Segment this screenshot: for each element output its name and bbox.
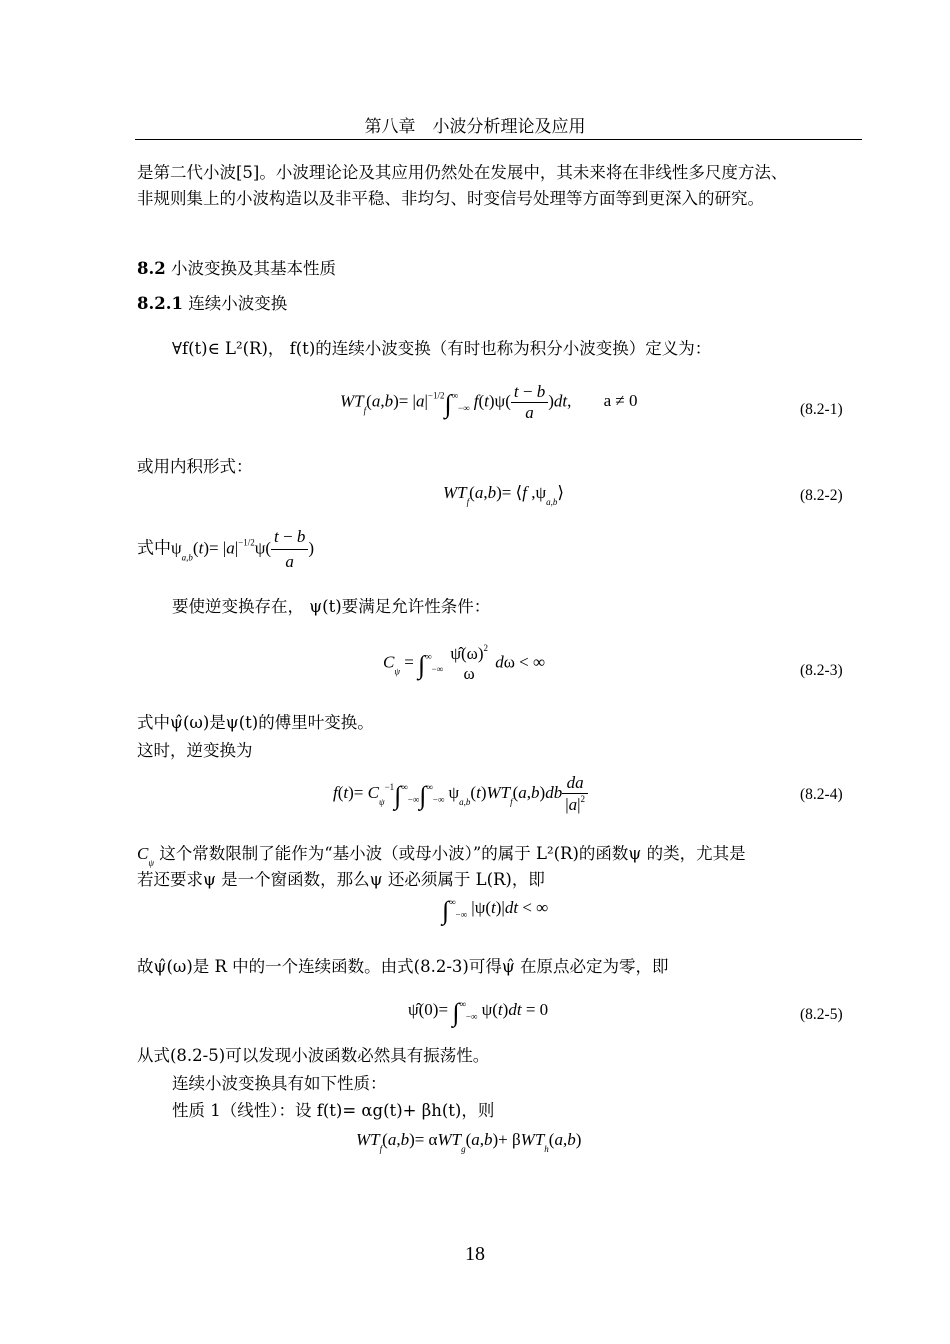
admissibility-text: 要使逆变换存在， ψ(t)要满足允许性条件： [172,597,491,616]
subsection-number: 8.2.1 [137,294,183,313]
oscillation-text: 从式(8.2-5)可以发现小波函数必然具有振荡性。 [137,1046,490,1065]
intro-line-2: 非规则集上的小波构造以及非平稳、非均匀、时变信号处理等方面等到更深入的研究。 [137,189,764,208]
linearity-text: 性质 1（线性）：设 f(t)= αg(t)+ βh(t)，则 [172,1101,495,1120]
equation-number-8-2-3: (8.2-3) [800,662,843,679]
equation-8-2-1: $WT_f(a,b)= |a|^{-1/2}\int^\infty_{-\infty}$ f(t)ψ( $\frac{t - b}{a}$ )dt, a ≠ 0 [340,382,638,422]
intro-line-1: 是第二代小波[5]。小波理论论及其应用仍然处在发展中，其未来将在非线性多尺度方法、 [137,163,788,182]
constant-text-1: 这个常数限制了能作为“基小波（或母小波）”的属于 L²(R)的函数ψ 的类，尤其是 [159,844,746,863]
section-title: 小波变换及其基本性质 [170,259,336,278]
properties-text: 连续小波变换具有如下性质： [172,1074,387,1093]
subsection-heading [137,292,287,316]
equation-condition: a ≠ 0 [603,391,638,411]
equation-number-8-2-1: (8.2-1) [800,401,843,418]
inner-product-text: 或用内积形式： [137,457,253,476]
constant-line-2: 若还要求ψ 是一个窗函数，那么ψ 还必须属于 L(R)，即 [137,870,545,889]
where-text: 式中 [137,538,171,558]
page-number: 18 [465,1243,485,1265]
inverse-text: 这时，逆变换为 [137,741,253,760]
subsection-title: 连续小波变换 [188,294,288,313]
equation-number-8-2-2: (8.2-2) [800,487,843,504]
definition-text: ∀f(t)∈ L²(R)， f(t)的连续小波变换（有时也称为积分小波变换）定义为： [172,339,712,358]
section-heading [137,257,336,281]
linearity-equation: $WT_f(a,b)= \alpha WT_g(a,b)+ \beta WT_h(a,b)$ [356,1130,582,1154]
equation-8-2-4: $f(t)= C_\psi^{-1}\int^\infty_{-\infty}\int^\infty_{-\infty}$ $\psi_{a,b}(t)WT_f(a,b)db$ $\frac{da}{|a|^2}$ [333,773,588,815]
constant-line-1: $C_\psi$ 这个常数限制了能作为“基小波（或母小波）”的属于 L²(R)的函数ψ 的类，尤其是 [137,844,746,868]
fourier-text: 式中ψ̂(ω)是ψ(t)的傅里叶变换。 [137,713,374,732]
equation-8-2-2: $WT_f(a,b)=$ ⟨f $,\psi_{a,b}⟩$ [443,483,564,507]
equation-8-2-5: ψ̂(0)= $\int^\infty_{-\infty}$ ψ(t)dt = 0 [408,998,549,1027]
equation-number-8-2-4: (8.2-4) [800,786,843,803]
equation-8-2-3: $C_\psi = \int^\infty_{-\infty}$ $\psî(\omega)^2$ ω dω < ∞ [383,643,546,683]
header-rule [135,139,862,140]
section-number: 8.2 [137,259,166,278]
continuous-text: 故ψ̂(ω)是 R 中的一个连续函数。由式(8.2-3)可得ψ̂ 在原点必定为零，即 [137,957,669,976]
equation-number-8-2-5: (8.2-5) [800,1006,843,1023]
psi-ab-definition: 式中$\psi_{a,b}(t)= |a|^{-1/2}\psi$( $\frac{t - b}{a}$ ) [137,527,315,571]
window-function-condition: $\int^\infty_{-\infty}$ |ψ(t)|dt < ∞ [442,896,549,925]
chapter-header: 第八章 小波分析理论及应用 [364,117,586,137]
